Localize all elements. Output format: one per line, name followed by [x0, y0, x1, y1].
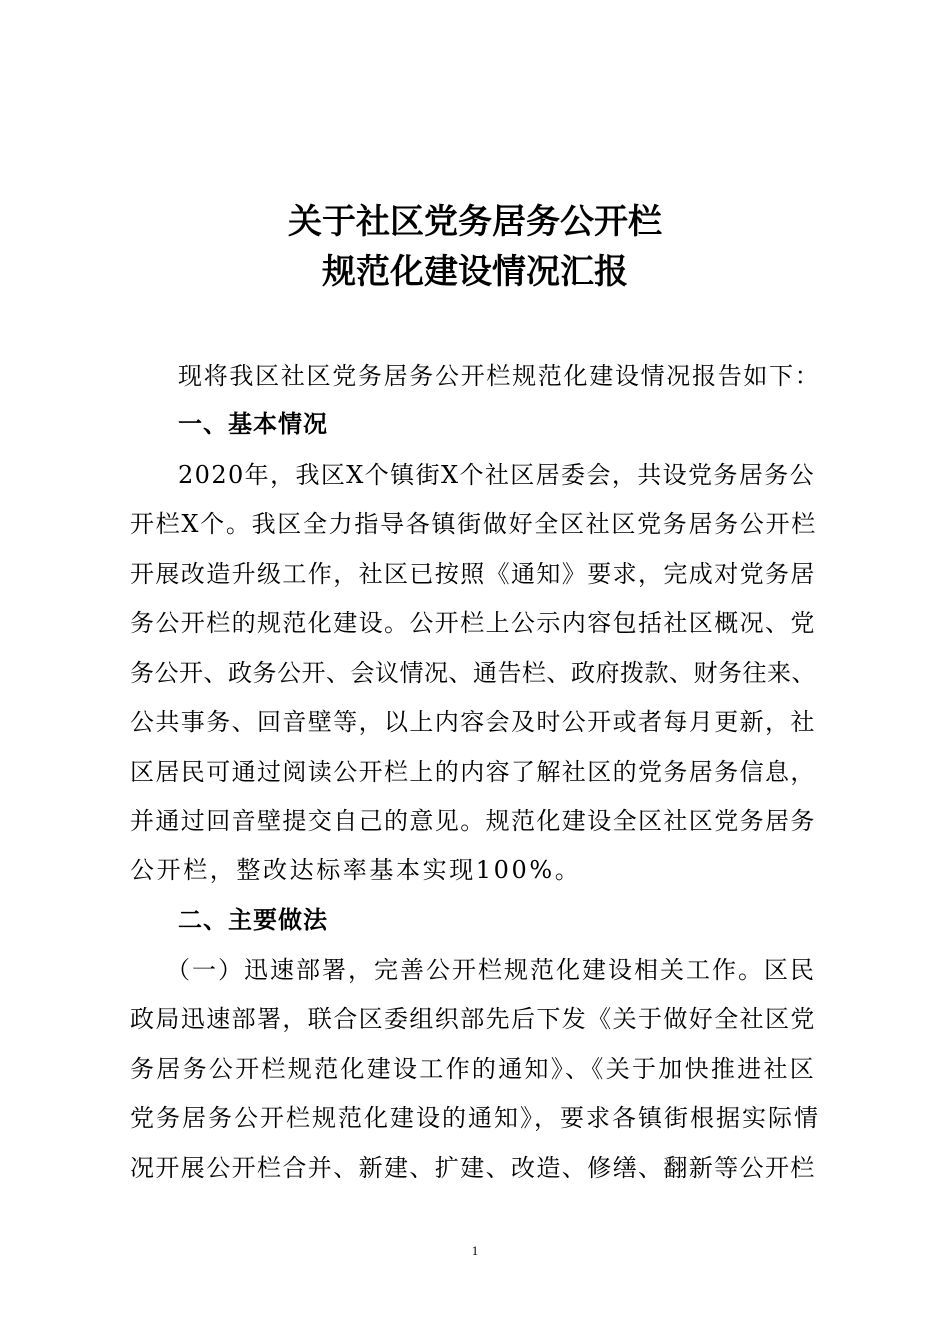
section-heading-basic: 一、基本情况 — [178, 410, 328, 438]
paragraph-line: （一）迅速部署，完善公开栏规范化建设相关工作。区民 — [166, 956, 816, 984]
paragraph-line: 公开栏，整改达标率基本实现100%。 — [130, 856, 582, 884]
paragraph-line: 区居民可通过阅读公开栏上的内容了解社区的党务居务信息， — [130, 758, 816, 786]
paragraph-line: 政局迅速部署，联合区委组织部先后下发《关于做好全社区党 — [130, 1005, 816, 1033]
paragraph-line: 开展改造升级工作，社区已按照《通知》要求，完成对党务居 — [130, 560, 816, 588]
document-title-line-1: 关于社区党务居务公开栏 — [288, 202, 662, 242]
paragraph-line: 务公开、政务公开、会议情况、通告栏、政府拨款、财务往来、 — [130, 659, 816, 687]
intro-paragraph: 现将我区社区党务居务公开栏规范化建设情况报告如下： — [178, 362, 821, 390]
document-title-line-2: 规范化建设情况汇报 — [322, 252, 628, 292]
paragraph-line: 开栏X个。我区全力指导各镇街做好全区社区党务居务公开栏 — [130, 510, 817, 538]
section-heading-methods: 二、主要做法 — [178, 906, 328, 934]
paragraph-line: 公共事务、回音壁等，以上内容会及时公开或者每月更新，社 — [130, 708, 816, 736]
paragraph-line: 党务居务公开栏规范化建设的通知》，要求各镇街根据实际情 — [130, 1104, 820, 1132]
paragraph-line: 务居务公开栏规范化建设工作的通知》、《关于加快推进社区 — [130, 1055, 817, 1083]
paragraph-line: 务公开栏的规范化建设。公开栏上公示内容包括社区概况、党 — [130, 609, 816, 637]
paragraph-line: 况开展公开栏合并、新建、扩建、改造、修缮、翻新等公开栏 — [130, 1154, 816, 1182]
paragraph-line: 并通过回音壁提交自己的意见。规范化建设全区社区党务居务 — [130, 807, 816, 835]
paragraph-line: 2020年，我区X个镇街X个社区居委会，共设党务居务公 — [178, 461, 816, 489]
page-number: 1 — [471, 1243, 479, 1258]
